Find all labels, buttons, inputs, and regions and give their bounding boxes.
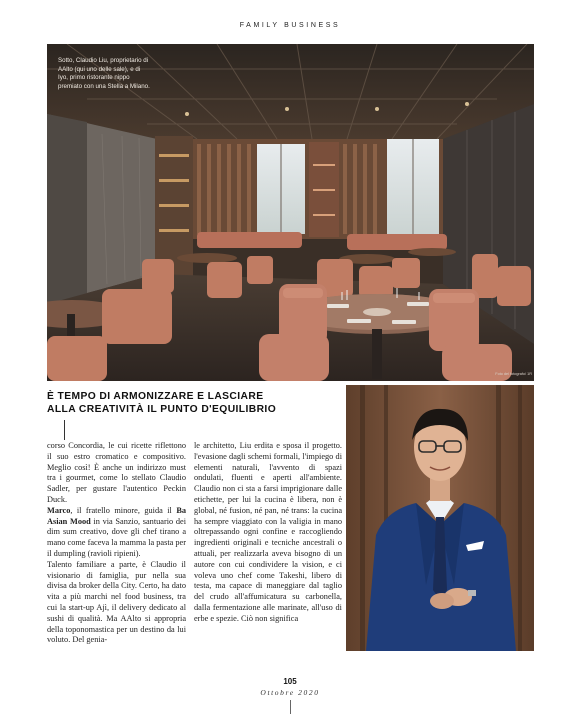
headline xyxy=(47,390,347,416)
venue-name: Ba Asian Mood xyxy=(47,505,186,526)
paragraph: corso Concordia, le cui ricette riflettono il suo estro cromatico e compositivo. Meglio così! È anche un indirizzo must tra i gourmet, come lo stellato Claudio Sadler, per gustare l'autentico Peckin Duck. xyxy=(47,441,186,504)
person-name: Marco xyxy=(47,505,71,515)
portrait-illustration xyxy=(346,385,534,651)
photo-credit: Foto del fotografo/ 1R xyxy=(495,372,532,376)
quote-rule xyxy=(64,420,65,440)
headline-line-1: È TEMPO DI ARMONIZZARE E LASCIARE xyxy=(47,391,264,402)
restaurant-interior-illustration xyxy=(47,44,534,381)
headline-line-2: ALLA CREATIVITÀ IL PUNTO D'EQUILIBRIO xyxy=(47,404,277,415)
section-label: FAMILY BUSINESS xyxy=(239,22,341,29)
restaurant-photo xyxy=(47,44,534,381)
paragraph: le architetto, Liu erdita e sposa il progetto. l'evasione dagli schemi formali, l'impiego di elementi naturali, l'avvento di spazi ondulati, fluenti e aperti all'ambiente. Claudio non ci sta a farsi imprigionare dalle etichette, per lui la cucina è libera, non è global, né fusion, né pan, né trans: la cucina ha sempre viaggiato con la valigia in mano oltrepassando ogni confine e raccogliendo ingredienti originali e tecniche ancestrali o attuali, per realizzarla aveva bisogno di un autore con cui condividere la vision, e ci voleva uno chef come Takeshi, libero di testa, ma capace di maneggiare dal taglio del crudo all'affumicatura su carbonella, dalla fermentazione alle marinate, all'uso di erbe e spezie. Ciò non significa xyxy=(194,441,342,623)
text-run: , il fratello minore, guida il xyxy=(70,505,177,515)
page-number: 105 xyxy=(283,677,297,686)
photo-caption: Sotto, Claudio Liu, proprietario di AAlto (qui uno delle sale), e di Iyo, primo ristorante nippo premiato con una Stella a Milano. xyxy=(58,57,150,90)
paragraph xyxy=(47,506,186,560)
portrait-photo xyxy=(346,385,534,651)
text-run: in via Sanzio, santuario dei dim sum creativo, dove gli chef tirano a mano come faceva la mamma la pasta per il dumpling (ravioli ripieni). xyxy=(47,516,186,558)
paragraph: Talento familiare a parte, è Claudio il visionario di famiglia, pur nella sua divisa da broker della City. Certo, ha dato vita a più marchi nel food business, tra cui la start-up Ajì, il delivery dedicato al sushi di qualità. Ma AAlto si appropria della toponomastica per un destino da lui voluto. Del genia- xyxy=(47,559,186,645)
folio-rule xyxy=(290,700,291,714)
article-column-1 xyxy=(47,441,186,646)
article-column-2 xyxy=(194,441,342,625)
issue-date: Ottobre 2020 xyxy=(260,688,320,697)
